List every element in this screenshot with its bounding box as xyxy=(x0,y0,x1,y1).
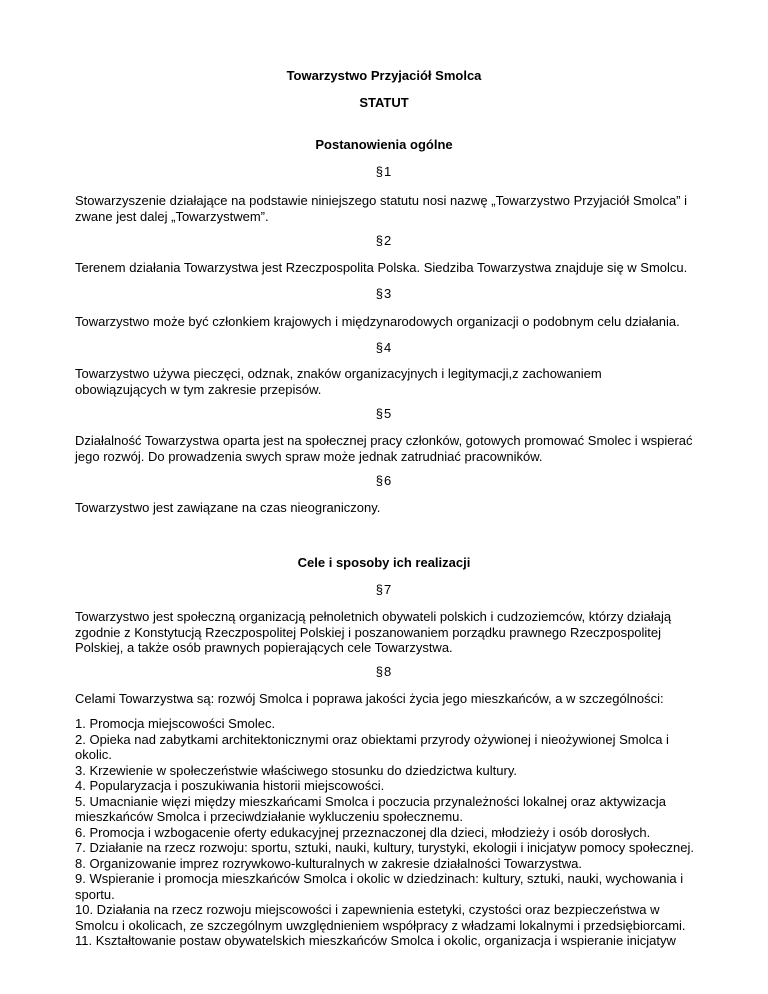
paragraph-6-text: Towarzystwo jest zawiązane na czas nieograniczony. xyxy=(75,500,381,515)
paragraph-sign-4: §4 xyxy=(375,340,393,355)
goals-list xyxy=(75,716,695,949)
paragraph-sign-2: §2 xyxy=(375,233,393,248)
list-item: 7. Działanie na rzecz rozwoju: sportu, sztuki, nauki, kultury, turystyki, ekologii i inicjatyw pomocy społecznej. xyxy=(75,840,694,855)
organization-title: Towarzystwo Przyjaciół Smolca xyxy=(286,68,482,83)
list-item: 4. Popularyzacja i poszukiwania historii miejscowości. xyxy=(75,778,385,793)
paragraph-1-text: Stowarzyszenie działające na podstawie niniejszego statutu nosi nazwę „Towarzystwo Przyjaciół Smolca” i zwane jest dalej „Towarzystwem”. xyxy=(75,193,688,224)
paragraph-sign-1: §1 xyxy=(375,164,393,179)
list-item: 2. Opieka nad zabytkami architektonicznymi oraz obiektami przyrody ożywionej i nieożywionej Smolca i okolic. xyxy=(75,731,669,762)
paragraph-sign-5: §5 xyxy=(375,406,393,421)
list-item: 10. Działania na rzecz rozwoju miejscowości i zapewnienia estetyki, czystości oraz bezpieczeństwa w Smolcu i okolicach, ze szczególnym uwzględnieniem współpracy z władzami lokalnymi i przedsiębiorcami. xyxy=(75,902,686,933)
paragraph-sign-6: §6 xyxy=(375,473,393,488)
section-heading-goals: Cele i sposoby ich realizacji xyxy=(297,555,471,570)
paragraph-8-text: Celami Towarzystwa są: rozwój Smolca i poprawa jakości życia jego mieszkańców, a w szczególności: xyxy=(75,691,664,706)
list-item: 3. Krzewienie w społeczeństwie właściwego stosunku do dziedzictwa kultury. xyxy=(75,762,517,778)
list-item: 8. Organizowanie imprez rozrywkowo-kulturalnych w zakresie działalności Towarzystwa. xyxy=(75,855,582,871)
list-item: 9. Wspieranie i promocja mieszkańców Smolca i okolic w dziedzinach: kultury, sztuki, nauki, wychowania i sportu. xyxy=(75,871,684,902)
paragraph-5-text: Działalność Towarzystwa oparta jest na społecznej pracy członków, gotowych promować Smolec i wspierać jego rozwój. Do prowadzenia swych spraw może jednak zatrudniać pracowników. xyxy=(75,433,693,464)
paragraph-3-text: Towarzystwo może być członkiem krajowych i międzynarodowych organizacji o podobnym celu działania. xyxy=(75,314,680,329)
list-item: 11. Kształtowanie postaw obywatelskich mieszkańców Smolca i okolic, organizacja i wspieranie inicjatyw xyxy=(75,933,676,948)
paragraph-2-text: Terenem działania Towarzystwa jest Rzeczpospolita Polska. Siedziba Towarzystwa znajduje się w Smolcu. xyxy=(75,260,688,275)
paragraph-sign-7: §7 xyxy=(375,582,393,597)
section-heading-general: Postanowienia ogólne xyxy=(315,137,453,152)
list-item: 5. Umacnianie więzi między mieszkańcami Smolca i poczucia przynależności lokalnej oraz aktywizacja mieszkańców Smolca i przeciwdziałanie wykluczeniu społecznemu. xyxy=(75,793,667,824)
list-item: 6. Promocja i wzbogacenie oferty edukacyjnej przeznaczonej dla dzieci, młodzieży i osób dorosłych. xyxy=(75,824,651,840)
paragraph-4-text: Towarzystwo używa pieczęci, odznak, znaków organizacyjnych i legitymacji,z zachowaniem obowiązujących w tym zakresie przepisów. xyxy=(75,366,602,397)
list-item: 1. Promocja miejscowości Smolec. xyxy=(75,716,276,731)
document-title: STATUT xyxy=(359,95,409,110)
paragraph-sign-8: §8 xyxy=(375,664,393,679)
paragraph-sign-3: §3 xyxy=(375,286,393,301)
paragraph-7-text: Towarzystwo jest społeczną organizacją pełnoletnich obywateli polskich i cudzoziemców, którzy działają zgodnie z Konstytucją Rzeczpospolitej Polskiej i poszanowaniem porządku prawnego Rzeczpospolitej Polskiej, a także osób prawnych popierających cele Towarzystwa. xyxy=(75,609,672,655)
